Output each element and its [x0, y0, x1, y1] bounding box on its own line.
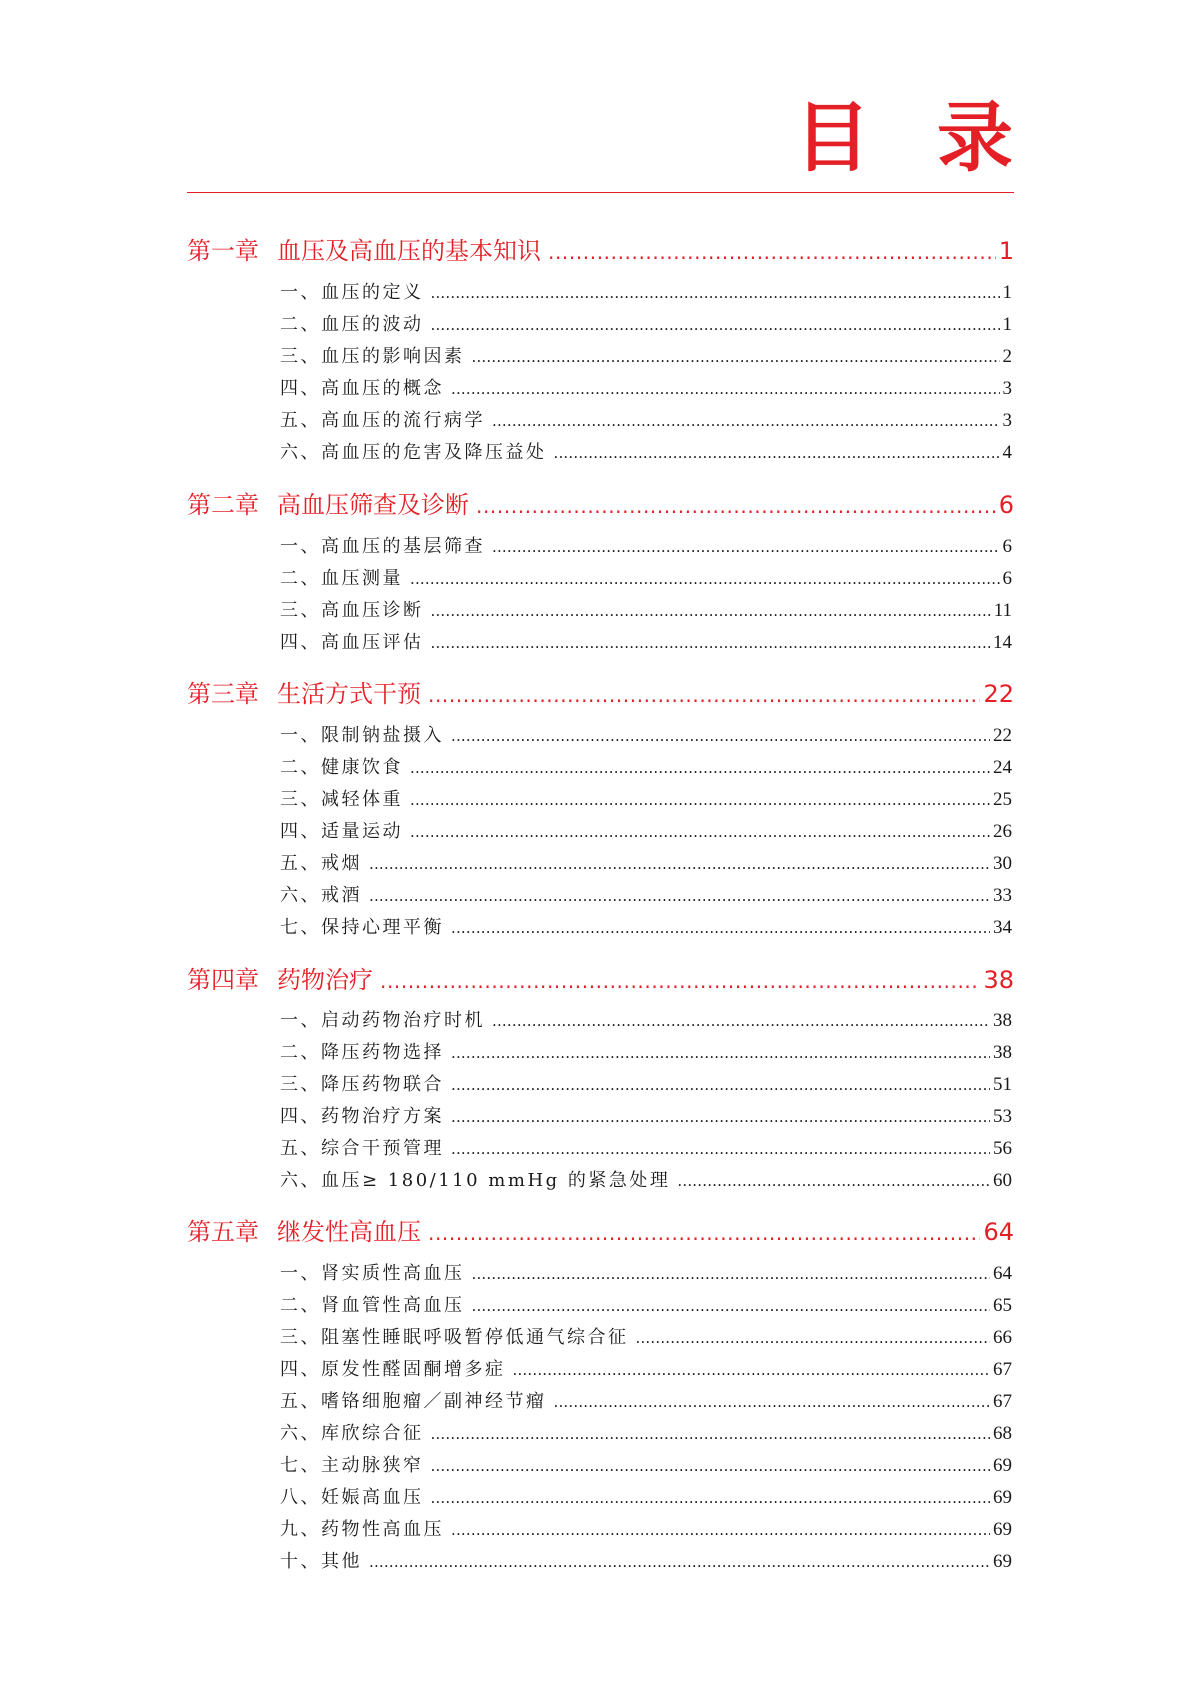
dot-leader — [410, 825, 990, 840]
section-title: 七、保持心理平衡 — [280, 917, 444, 938]
dot-leader — [451, 1046, 990, 1061]
section-page-number: 34 — [993, 917, 1012, 938]
dot-leader — [492, 1014, 990, 1029]
dot-leader — [554, 1395, 991, 1410]
toc-section[interactable] — [280, 601, 1012, 620]
toc-section[interactable] — [280, 347, 1012, 366]
section-page-number: 69 — [993, 1551, 1012, 1572]
section-title: 七、主动脉狭窄 — [280, 1455, 424, 1476]
dot-leader — [431, 1459, 991, 1474]
dot-leader — [451, 1523, 990, 1538]
toc-section[interactable] — [280, 633, 1012, 652]
section-page-number: 6 — [1002, 536, 1012, 557]
toc-section[interactable] — [280, 886, 1012, 905]
section-page-number: 22 — [993, 725, 1012, 746]
section-title: 八、妊娠高血压 — [280, 1487, 424, 1508]
toc-section[interactable] — [280, 569, 1012, 588]
section-title: 三、减轻体重 — [280, 789, 403, 810]
section-page-number: 51 — [993, 1074, 1012, 1095]
toc-section[interactable] — [280, 854, 1012, 873]
dot-leader — [451, 729, 990, 744]
section-title: 四、原发性醛固酮增多症 — [280, 1359, 506, 1380]
title-divider — [187, 192, 1014, 193]
dot-leader — [513, 1363, 991, 1378]
chapter-page-number: 38 — [983, 966, 1014, 994]
chapter-label: 第五章 — [187, 1218, 259, 1246]
chapter-label: 第二章 — [187, 491, 259, 519]
section-page-number: 14 — [993, 632, 1012, 653]
toc-section[interactable] — [280, 726, 1012, 745]
dot-leader — [492, 540, 1000, 555]
dot-leader — [369, 889, 990, 904]
section-title: 一、启动药物治疗时机 — [280, 1010, 485, 1031]
toc-section[interactable] — [280, 1520, 1012, 1539]
dot-leader — [380, 971, 980, 991]
section-page-number: 66 — [993, 1327, 1012, 1348]
toc-section[interactable] — [280, 443, 1012, 462]
chapter-title: 生活方式干预 — [277, 680, 421, 708]
page-title: 目 录 — [794, 93, 1033, 182]
section-title: 一、肾实质性高血压 — [280, 1263, 465, 1284]
section-title: 一、高血压的基层筛查 — [280, 536, 485, 557]
section-title: 二、降压药物选择 — [280, 1042, 444, 1063]
section-title: 二、肾血管性高血压 — [280, 1295, 465, 1316]
dot-leader — [431, 636, 991, 651]
chapter-title: 高血压筛查及诊断 — [277, 491, 469, 519]
toc-section[interactable] — [280, 1011, 1012, 1030]
toc-section[interactable] — [280, 918, 1012, 937]
chapter-title: 血压及高血压的基本知识 — [277, 237, 541, 265]
dot-leader — [492, 414, 1000, 429]
section-title: 六、库欣综合征 — [280, 1423, 424, 1444]
chapter-label: 第四章 — [187, 966, 259, 994]
dot-leader — [472, 1267, 991, 1282]
section-page-number: 25 — [993, 789, 1012, 810]
toc-chapter-1[interactable] — [187, 239, 1014, 263]
toc-section[interactable] — [280, 315, 1012, 334]
section-page-number: 65 — [993, 1295, 1012, 1316]
toc-chapter-2[interactable] — [187, 493, 1014, 517]
dot-leader — [451, 1110, 990, 1125]
toc-section[interactable] — [280, 1171, 1012, 1190]
toc-section[interactable] — [280, 1264, 1012, 1283]
section-page-number: 1 — [1002, 282, 1012, 303]
toc-section[interactable] — [280, 790, 1012, 809]
toc-section[interactable] — [280, 537, 1012, 556]
toc-chapter-3[interactable] — [187, 682, 1014, 706]
toc-section[interactable] — [280, 1424, 1012, 1443]
dot-leader — [431, 1491, 991, 1506]
section-page-number: 64 — [993, 1263, 1012, 1284]
section-title: 五、综合干预管理 — [280, 1138, 444, 1159]
dot-leader — [451, 921, 990, 936]
toc-section[interactable] — [280, 1075, 1012, 1094]
dot-leader — [472, 350, 1000, 365]
dot-leader — [410, 761, 990, 776]
chapter-page-number: 6 — [998, 491, 1014, 519]
section-title: 一、限制钠盐摄入 — [280, 725, 444, 746]
section-title: 三、血压的影响因素 — [280, 346, 465, 367]
section-title: 五、高血压的流行病学 — [280, 410, 485, 431]
dot-leader — [369, 1555, 990, 1570]
dot-leader — [410, 793, 990, 808]
chapter-label: 第一章 — [187, 237, 259, 265]
toc-section[interactable] — [280, 1488, 1012, 1507]
section-title: 六、血压≥ 180/110 mmHg 的紧急处理 — [280, 1170, 671, 1191]
section-page-number: 67 — [993, 1359, 1012, 1380]
section-page-number: 11 — [993, 600, 1012, 621]
chapter-page-number: 22 — [983, 680, 1014, 708]
chapter-title: 药物治疗 — [277, 966, 373, 994]
dot-leader — [410, 572, 1000, 587]
section-title: 四、高血压的概念 — [280, 378, 444, 399]
chapter-label: 第三章 — [187, 680, 259, 708]
chapter-title: 继发性高血压 — [277, 1218, 421, 1246]
toc-section[interactable] — [280, 1360, 1012, 1379]
section-title: 二、血压测量 — [280, 568, 403, 589]
section-title: 四、药物治疗方案 — [280, 1106, 444, 1127]
section-page-number: 38 — [993, 1010, 1012, 1031]
section-page-number: 69 — [993, 1455, 1012, 1476]
section-page-number: 60 — [993, 1170, 1012, 1191]
toc-section[interactable] — [280, 283, 1012, 302]
section-title: 三、高血压诊断 — [280, 600, 424, 621]
section-page-number: 30 — [993, 853, 1012, 874]
section-page-number: 33 — [993, 885, 1012, 906]
section-page-number: 4 — [1002, 442, 1012, 463]
dot-leader — [431, 1427, 991, 1442]
chapter-page-number: 64 — [983, 1218, 1014, 1246]
section-page-number: 26 — [993, 821, 1012, 842]
toc-section[interactable] — [280, 1456, 1012, 1475]
dot-leader — [554, 446, 1000, 461]
section-title: 六、戒酒 — [280, 885, 362, 906]
dot-leader — [369, 857, 990, 872]
toc-section[interactable] — [280, 411, 1012, 430]
toc-section[interactable] — [280, 1392, 1012, 1411]
section-page-number: 53 — [993, 1106, 1012, 1127]
toc-section[interactable] — [280, 1043, 1012, 1062]
toc-section[interactable] — [280, 379, 1012, 398]
section-page-number: 6 — [1002, 568, 1012, 589]
section-title: 六、高血压的危害及降压益处 — [280, 442, 547, 463]
section-title: 九、药物性高血压 — [280, 1519, 444, 1540]
dot-leader — [548, 242, 996, 262]
section-page-number: 69 — [993, 1519, 1012, 1540]
dot-leader — [476, 496, 996, 516]
section-title: 三、降压药物联合 — [280, 1074, 444, 1095]
section-title: 二、血压的波动 — [280, 314, 424, 335]
dot-leader — [428, 685, 980, 705]
dot-leader — [431, 604, 991, 619]
section-page-number: 24 — [993, 757, 1012, 778]
toc-section[interactable] — [280, 1296, 1012, 1315]
section-page-number: 69 — [993, 1487, 1012, 1508]
toc-section[interactable] — [280, 1139, 1012, 1158]
toc-chapter-5[interactable] — [187, 1220, 1014, 1244]
section-title: 四、适量运动 — [280, 821, 403, 842]
section-title: 五、戒烟 — [280, 853, 362, 874]
section-title: 一、血压的定义 — [280, 282, 424, 303]
dot-leader — [431, 286, 1000, 301]
section-page-number: 38 — [993, 1042, 1012, 1063]
dot-leader — [451, 1078, 990, 1093]
section-page-number: 3 — [1002, 410, 1012, 431]
dot-leader — [431, 318, 1000, 333]
toc-section[interactable] — [280, 758, 1012, 777]
toc-section[interactable] — [280, 822, 1012, 841]
section-page-number: 3 — [1002, 378, 1012, 399]
toc-section[interactable] — [280, 1328, 1012, 1347]
section-page-number: 56 — [993, 1138, 1012, 1159]
dot-leader — [428, 1223, 980, 1243]
section-page-number: 2 — [1002, 346, 1012, 367]
dot-leader — [451, 382, 1000, 397]
section-page-number: 1 — [1002, 314, 1012, 335]
chapter-page-number: 1 — [998, 237, 1014, 265]
section-page-number: 67 — [993, 1391, 1012, 1412]
section-title: 四、高血压评估 — [280, 632, 424, 653]
toc-section[interactable] — [280, 1107, 1012, 1126]
section-title: 二、健康饮食 — [280, 757, 403, 778]
dot-leader — [472, 1299, 991, 1314]
dot-leader — [636, 1331, 991, 1346]
section-page-number: 68 — [993, 1423, 1012, 1444]
section-title: 十、其他 — [280, 1551, 362, 1572]
dot-leader — [677, 1174, 990, 1189]
section-title: 三、阻塞性睡眠呼吸暂停低通气综合征 — [280, 1327, 629, 1348]
section-title: 五、嗜铬细胞瘤／副神经节瘤 — [280, 1391, 547, 1412]
toc-section[interactable] — [280, 1552, 1012, 1571]
dot-leader — [451, 1142, 990, 1157]
toc-chapter-4[interactable] — [187, 968, 1014, 992]
